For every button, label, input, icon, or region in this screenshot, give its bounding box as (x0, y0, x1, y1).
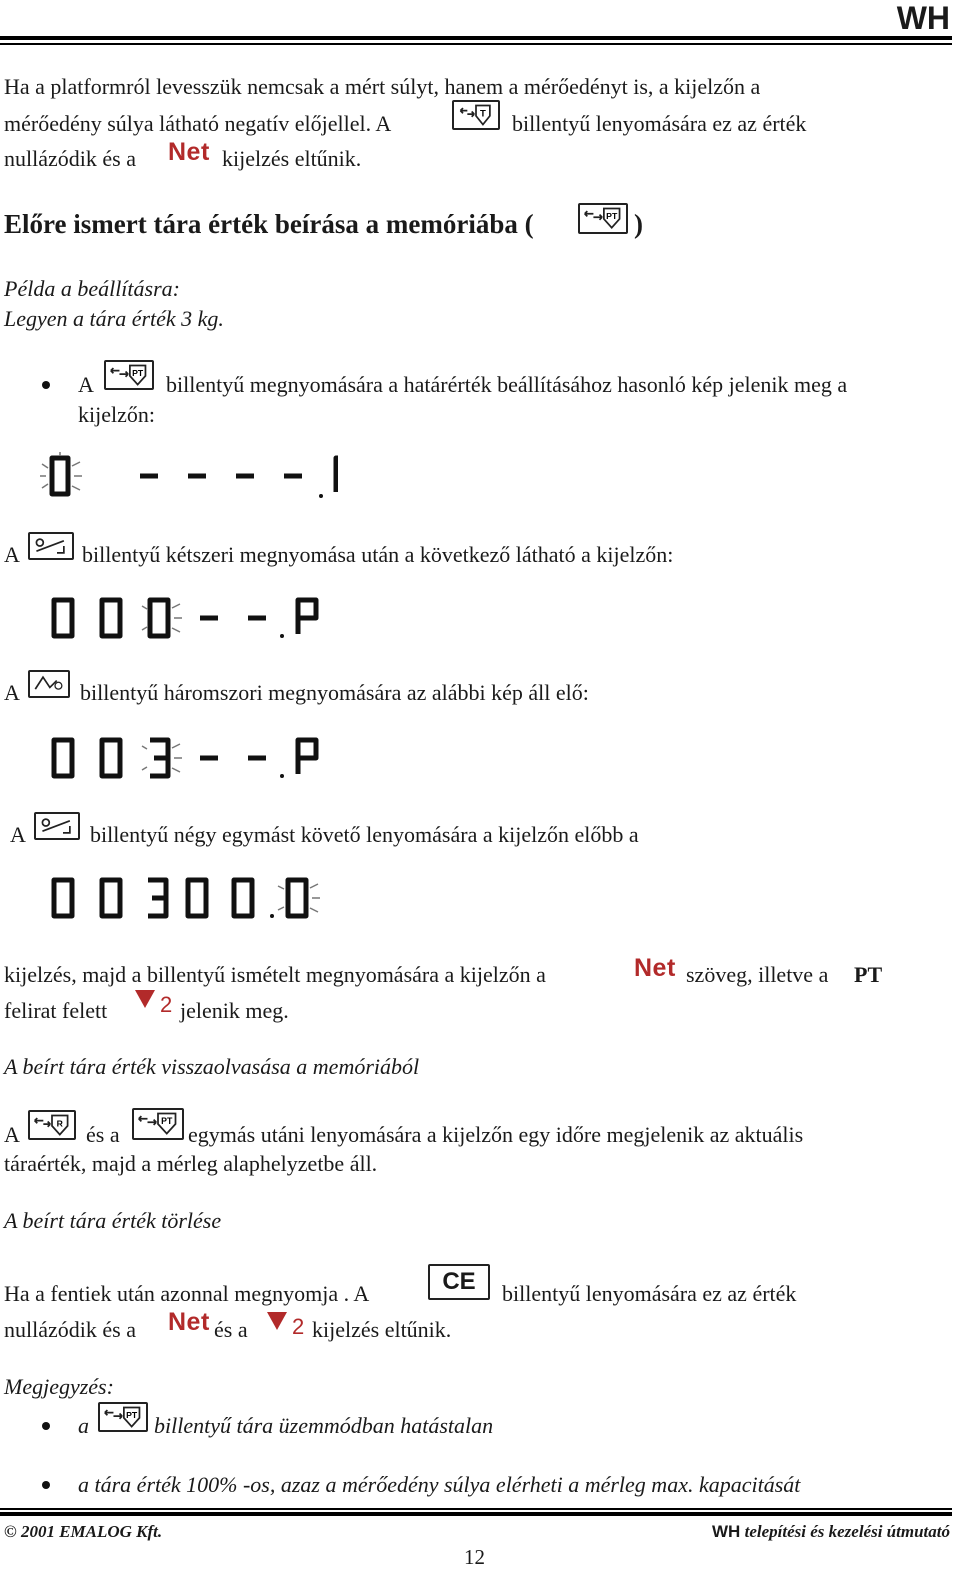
note-title: Megjegyzés: (4, 1374, 114, 1399)
p4-line1b: billentyű lenyomására ez az érték (502, 1281, 797, 1306)
arrow-key-icon (28, 532, 74, 560)
triangle-indicator-icon (134, 988, 156, 1010)
section3-title: A beírt tára érték törlése (4, 1208, 222, 1233)
header-rule-thin (0, 43, 952, 45)
p1-line3a: nullázódik és a (4, 146, 136, 171)
lcd-display-1 (38, 450, 338, 502)
preset-tare-key-icon (104, 360, 154, 390)
tare-key-icon (28, 1110, 76, 1140)
example-line1: Példa a beállításra: (4, 276, 180, 301)
svg-text:PT: PT (126, 1409, 138, 1420)
step1-c: kijelzőn: (78, 402, 155, 427)
p3-b: és a (86, 1122, 120, 1147)
ce-key-label: CE (442, 1268, 476, 1295)
preset-tare-key-icon (98, 1402, 148, 1432)
p1-line3b: kijelzés eltűnik. (222, 146, 362, 171)
p2-pt: PT (854, 962, 883, 987)
net-indicator: Net (168, 1308, 210, 1336)
triangle-label: 2 (160, 992, 173, 1017)
p2-line1b: szöveg, illetve a (686, 962, 829, 987)
step1-b: billentyű megnyomására a határérték beállításához hasonló kép jelenik meg a (166, 372, 848, 397)
p3-a: A (4, 1122, 20, 1147)
step2-a: A (4, 542, 20, 567)
svg-text:PT: PT (132, 367, 144, 378)
preset-tare-key-icon (578, 203, 628, 234)
header-brand: WH (896, 0, 950, 36)
svg-text:T: T (480, 108, 486, 120)
p3-d: táraérték, majd a mérleg alaphelyzetbe áll. (4, 1151, 378, 1176)
p1-line2a: mérőedény súlya látható negatív előjellel. A (4, 111, 392, 136)
lcd-display-4 (48, 872, 338, 922)
preset-tare-key-icon (132, 1108, 184, 1140)
svg-text:R: R (56, 1118, 63, 1129)
footer-rule-thin (0, 1508, 952, 1510)
footer-copyright: © 2001 EMALOG Kft. (4, 1522, 163, 1541)
tare-key-icon (452, 100, 500, 130)
footer-manual-title: WH telepítési és kezelési útmutató (712, 1522, 950, 1541)
p2-line2a: felirat felett (4, 998, 108, 1023)
p4-line1a: Ha a fentiek után azonnal megnyomja . A (4, 1281, 370, 1306)
p4-line2c: kijelzés eltűnik. (312, 1317, 452, 1342)
p2-line2b: jelenik meg. (180, 998, 289, 1023)
step3-a: A (4, 680, 20, 705)
arrow-key-icon (34, 812, 80, 840)
section1-title: Előre ismert tára érték beírása a memóriába ( (4, 209, 534, 239)
net-indicator: Net (168, 138, 210, 166)
p4-line2b: és a (214, 1317, 248, 1342)
bullet (42, 1481, 50, 1489)
svg-text:PT: PT (161, 1116, 173, 1126)
p4-line2a: nullázódik és a (4, 1317, 136, 1342)
example-line2: Legyen a tára érték 3 kg. (4, 306, 224, 331)
section1-title-close: ) (634, 209, 643, 239)
plus-key-icon (28, 670, 70, 698)
bullet (42, 1422, 50, 1430)
triangle-indicator-icon (266, 1310, 288, 1332)
note-b1a: a (78, 1413, 89, 1438)
svg-text:PT: PT (606, 210, 618, 221)
footer-rule-thick (0, 1512, 952, 1516)
triangle-label: 2 (292, 1314, 305, 1339)
note-b1b: billentyű tára üzemmódban hatástalan (154, 1413, 494, 1438)
note-b2: a tára érték 100% -os, azaz a mérőedény súlya elérheti a mérleg max. kapacitását (78, 1472, 801, 1497)
p2-line1a: kijelzés, majd a billentyű ismételt megnyomására a kijelzőn a (4, 962, 546, 987)
section2-title: A beírt tára érték visszaolvasása a memóriából (4, 1054, 420, 1079)
bullet (42, 381, 50, 389)
lcd-display-3 (48, 732, 338, 782)
ce-key-icon (428, 1264, 490, 1300)
p3-c: egymás utáni lenyomására a kijelzőn egy időre megjelenik az aktuális (188, 1122, 804, 1147)
page-number: 12 (464, 1545, 485, 1569)
net-indicator: Net (634, 954, 676, 982)
p1-line1: Ha a platformról levesszük nemcsak a mért súlyt, hanem a mérőedényt is, a kijelzőn a (4, 74, 761, 99)
lcd-display-2 (48, 592, 338, 642)
step1-a: A (78, 372, 94, 397)
step4-a: A (10, 822, 26, 847)
header-rule-thick (0, 36, 952, 40)
step3-b: billentyű háromszori megnyomására az alábbi kép áll elő: (80, 680, 589, 705)
p1-line2b: billentyű lenyomására ez az érték (512, 111, 807, 136)
step4-b: billentyű négy egymást követő lenyomására a kijelzőn előbb a (90, 822, 639, 847)
step2-b: billentyű kétszeri megnyomása után a következő látható a kijelzőn: (82, 542, 674, 567)
